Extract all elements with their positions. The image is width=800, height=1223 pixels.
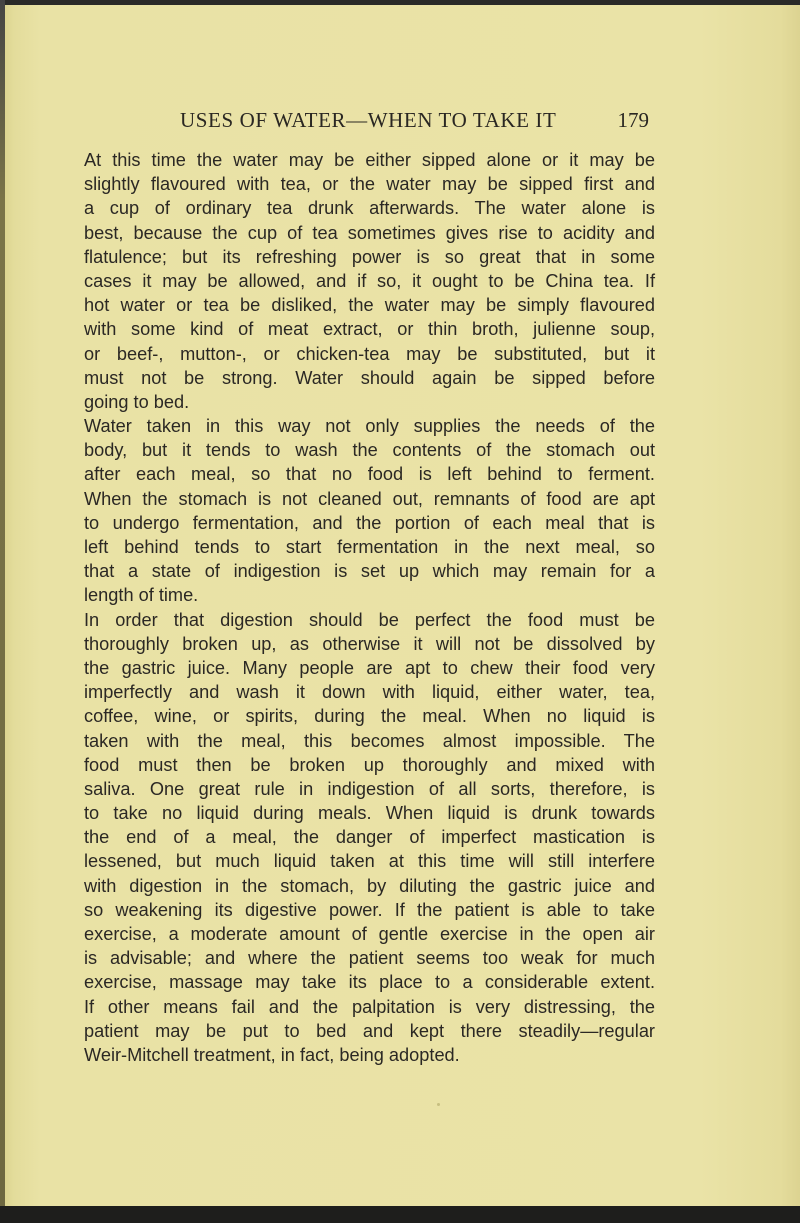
- page-bottom-edge: [0, 1206, 800, 1223]
- text-line: left behind tends to start fermentation in the next meal, so: [84, 537, 655, 557]
- text-line: Weir-Mitchell treatment, in fact, being adopted.: [84, 1044, 460, 1065]
- text-line: with some kind of meat extract, or thin broth, julienne soup,: [84, 319, 655, 340]
- running-head: [0, 108, 800, 142]
- text-line: with digestion in the stomach, by diluting the gastric juice and: [84, 875, 655, 896]
- text-line: exercise, a moderate amount of gentle exercise in the open air: [84, 924, 655, 944]
- text-line: taken with the meal, this becomes almost impossible. The: [84, 730, 655, 751]
- text-line: hot water or tea be disliked, the water may be simply flavoured: [84, 295, 655, 316]
- text-line: imperfectly and wash it down with liquid, either water, tea,: [84, 682, 655, 703]
- text-line: to undergo fermentation, and the portion of each meal that is: [84, 512, 655, 533]
- text-line: thoroughly broken up, as otherwise it will not be dissolved by: [84, 633, 655, 654]
- text-line: after each meal, so that no food is left behind to ferment.: [84, 464, 655, 485]
- text-line: a cup of ordinary tea drunk afterwards. The water alone is: [84, 198, 655, 219]
- text-line: coffee, wine, or spirits, during the meal. When no liquid is: [84, 706, 655, 727]
- page-binding-edge: [0, 0, 5, 1223]
- text-line: is advisable; and where the patient seems too weak for much: [84, 948, 655, 969]
- text-line: When the stomach is not cleaned out, remnants of food are apt: [84, 488, 655, 509]
- page-number: 179: [617, 108, 649, 132]
- text-line: body, but it tends to wash the contents of the stomach out: [84, 440, 655, 461]
- text-line: lessened, but much liquid taken at this time will still interfere: [84, 851, 655, 872]
- text-line: that a state of indigestion is set up which may remain for a: [84, 561, 655, 582]
- text-line: must not be strong. Water should again be sipped before: [84, 367, 655, 388]
- text-line: length of time.: [84, 585, 199, 606]
- text-line: Water taken in this way not only supplies the needs of the: [84, 416, 655, 437]
- running-head-title: USES OF WATER—WHEN TO TAKE IT: [180, 108, 557, 132]
- text-line: best, because the cup of tea sometimes gives rise to acidity and: [84, 222, 655, 243]
- text-line: the end of a meal, the danger of imperfect mastication is: [84, 827, 655, 848]
- text-line: slightly flavoured with tea, or the water may be sipped first and: [84, 174, 655, 195]
- text-line: In order that digestion should be perfect the food must be: [84, 609, 655, 630]
- paper-speck: [437, 1103, 440, 1106]
- text-line: going to bed.: [84, 391, 190, 412]
- text-line: patient may be put to bed and kept there steadily—regular: [84, 1020, 655, 1041]
- text-line: If other means fail and the palpitation is very distressing, the: [84, 996, 655, 1017]
- body-text: [84, 148, 655, 1067]
- text-line: exercise, massage may take its place to a considerable extent.: [84, 972, 655, 993]
- text-line: At this time the water may be either sipped alone or it may be: [84, 150, 655, 170]
- text-line: so weakening its digestive power. If the patient is able to take: [84, 899, 655, 920]
- text-line: flatulence; but its refreshing power is so great that in some: [84, 246, 655, 267]
- text-line: saliva. One great rule in indigestion of all sorts, therefore, is: [84, 778, 655, 799]
- text-line: to take no liquid during meals. When liquid is drunk towards: [84, 803, 655, 824]
- text-line: cases it may be allowed, and if so, it ought to be China tea. If: [84, 270, 655, 291]
- text-line: the gastric juice. Many people are apt to chew their food very: [84, 657, 655, 678]
- text-line: food must then be broken up thoroughly and mixed with: [84, 754, 655, 775]
- page-top-edge: [0, 0, 800, 5]
- text-line: or beef-, mutton-, or chicken-tea may be substituted, but it: [84, 343, 655, 364]
